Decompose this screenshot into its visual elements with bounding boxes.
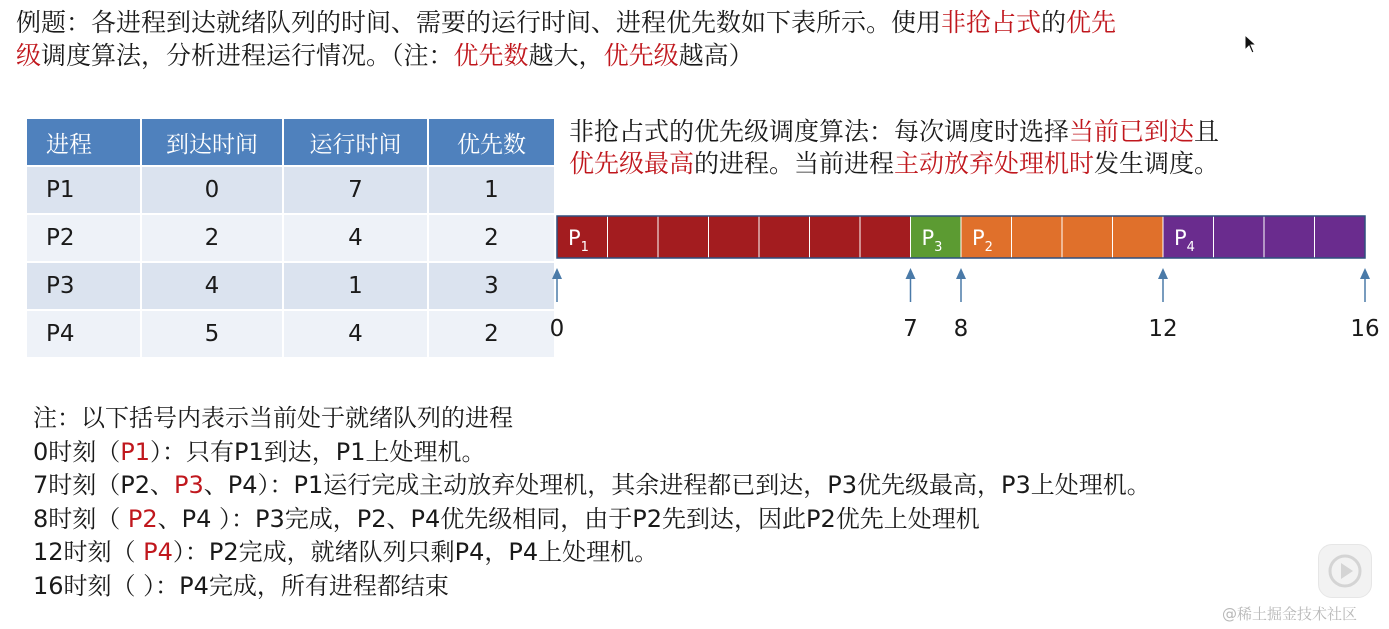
gantt-segment-label: $P_4$ (1174, 226, 1195, 255)
cell-runtime: 4 (283, 310, 428, 357)
process-table (27, 119, 554, 357)
note-line (33, 402, 1151, 436)
cell-arrival: 0 (141, 166, 283, 214)
text-run: 越高） (678, 41, 754, 70)
note-line (33, 469, 1151, 503)
arrow-head-icon (906, 268, 916, 279)
table-header-row (27, 119, 554, 166)
explain-line-2 (569, 148, 1369, 180)
highlight-text: P3 (174, 471, 204, 499)
header-process: 进程 (27, 119, 141, 166)
arrow-head-icon (552, 268, 562, 279)
cell-process: P2 (27, 214, 141, 262)
intro-line-1 (16, 6, 1316, 39)
text-run: 、P4 ）：P3完成，P2、P4优先级相同，由于P2先到达，因此P2优先上处理机 (157, 504, 980, 533)
text-run: 7时刻（P2、 (33, 471, 175, 499)
text-run: 12时刻（ (33, 538, 144, 566)
time-tick-label: 7 (903, 316, 918, 342)
notes-section (33, 402, 1151, 603)
gantt-unit-cell (608, 216, 659, 258)
highlight-text: P1 (120, 437, 151, 466)
gantt-segment-label: $P_2$ (972, 226, 993, 255)
text-run: 调度算法，分析进程运行情况。（注： (41, 41, 454, 70)
highlight-text: 优先 (1066, 8, 1117, 37)
gantt-unit-cell (810, 216, 861, 258)
text-run: 16时刻（ ）：P4完成，所有进程都结束 (33, 571, 449, 600)
text-run: 例题：各进程到达就绪队列的时间、需要的运行时间、进程优先数如下表所示。使用 (16, 8, 942, 37)
gantt-unit-cell (709, 216, 760, 258)
text-run: 越大， (528, 41, 604, 70)
cell-runtime: 1 (283, 262, 428, 310)
note-line (33, 536, 1151, 570)
header-run-time: 运行时间 (283, 119, 428, 166)
cell-runtime: 7 (283, 166, 428, 214)
gantt-unit-cell (1012, 216, 1063, 258)
note-line (33, 436, 1151, 470)
header-priority: 优先数 (428, 119, 554, 166)
highlight-text: 当前已到达 (1069, 117, 1195, 146)
highlight-text: 主动放弃处理机时 (894, 149, 1095, 178)
cell-priority: 3 (428, 262, 554, 310)
gantt-segment-label: $P_3$ (921, 226, 943, 255)
play-logo-icon (1318, 544, 1372, 598)
gantt-chart (545, 206, 1385, 346)
table-row (27, 166, 554, 214)
intro-line-2 (16, 39, 1316, 72)
arrow-head-icon (956, 268, 966, 279)
cell-arrival: 2 (141, 214, 283, 262)
highlight-text: 非抢占式 (941, 8, 1042, 37)
note-line (33, 570, 1151, 604)
header-arrival-time: 到达时间 (141, 119, 283, 166)
cell-priority: 1 (428, 166, 554, 214)
gantt-unit-cell (759, 216, 810, 258)
gantt-segment-label: $P_1$ (568, 226, 589, 255)
highlight-text: P4 (143, 538, 173, 566)
cell-priority: 2 (428, 310, 554, 357)
intro-paragraph (16, 6, 1316, 72)
text-run: 8时刻（ (33, 504, 128, 533)
table-row (27, 214, 554, 262)
gantt-unit-cell (1062, 216, 1113, 258)
text-run: 且 (1194, 117, 1220, 146)
highlight-text: 优先数 (453, 41, 529, 70)
cell-runtime: 4 (283, 214, 428, 262)
cell-process: P3 (27, 262, 141, 310)
cell-priority: 2 (428, 214, 554, 262)
text-run: 的 (1041, 8, 1067, 37)
gantt-unit-cell (860, 216, 911, 258)
gantt-unit-cell (1113, 216, 1164, 258)
mouse-cursor-icon (1244, 34, 1258, 59)
gantt-unit-cell (1214, 216, 1265, 258)
cell-process: P4 (27, 310, 141, 357)
algorithm-explanation (569, 116, 1369, 180)
text-run: 非抢占式的优先级调度算法：每次调度时选择 (569, 117, 1070, 146)
time-tick-label: 0 (549, 316, 565, 342)
cell-arrival: 4 (141, 262, 283, 310)
table-row (27, 310, 554, 357)
table-row (27, 262, 554, 310)
text-run: 发生调度。 (1094, 149, 1220, 178)
cell-process: P1 (27, 166, 141, 214)
cell-arrival: 5 (141, 310, 283, 357)
text-run: 0时刻（ (33, 437, 121, 466)
time-tick-label: 12 (1148, 316, 1178, 342)
watermark-text: @稀土掘金技术社区 (1222, 605, 1358, 623)
text-run: 、P4）：P1运行完成主动放弃处理机，其余进程都已到达，P3优先级最高，P3上处理机。 (203, 471, 1151, 499)
arrow-head-icon (1158, 268, 1168, 279)
text-run: 注：以下括号内表示当前处于就绪队列的进程 (33, 404, 513, 432)
highlight-text: P2 (127, 504, 158, 533)
gantt-unit-cell (658, 216, 709, 258)
time-tick-label: 8 (953, 316, 969, 342)
text-run: ）：P2完成，就绪队列只剩P4，P4上处理机。 (172, 538, 659, 566)
highlight-text: 级 (16, 41, 42, 70)
explain-line-1 (569, 116, 1369, 148)
arrow-head-icon (1360, 268, 1370, 279)
text-run: 的进程。当前进程 (694, 149, 895, 178)
highlight-text: 优先级 (603, 41, 679, 70)
time-tick-label: 16 (1350, 316, 1380, 342)
gantt-unit-cell (1315, 216, 1366, 258)
highlight-text: 优先级最高 (569, 149, 695, 178)
text-run: ）：只有P1到达，P1上处理机。 (150, 437, 486, 466)
note-line (33, 503, 1151, 537)
gantt-unit-cell (1264, 216, 1315, 258)
